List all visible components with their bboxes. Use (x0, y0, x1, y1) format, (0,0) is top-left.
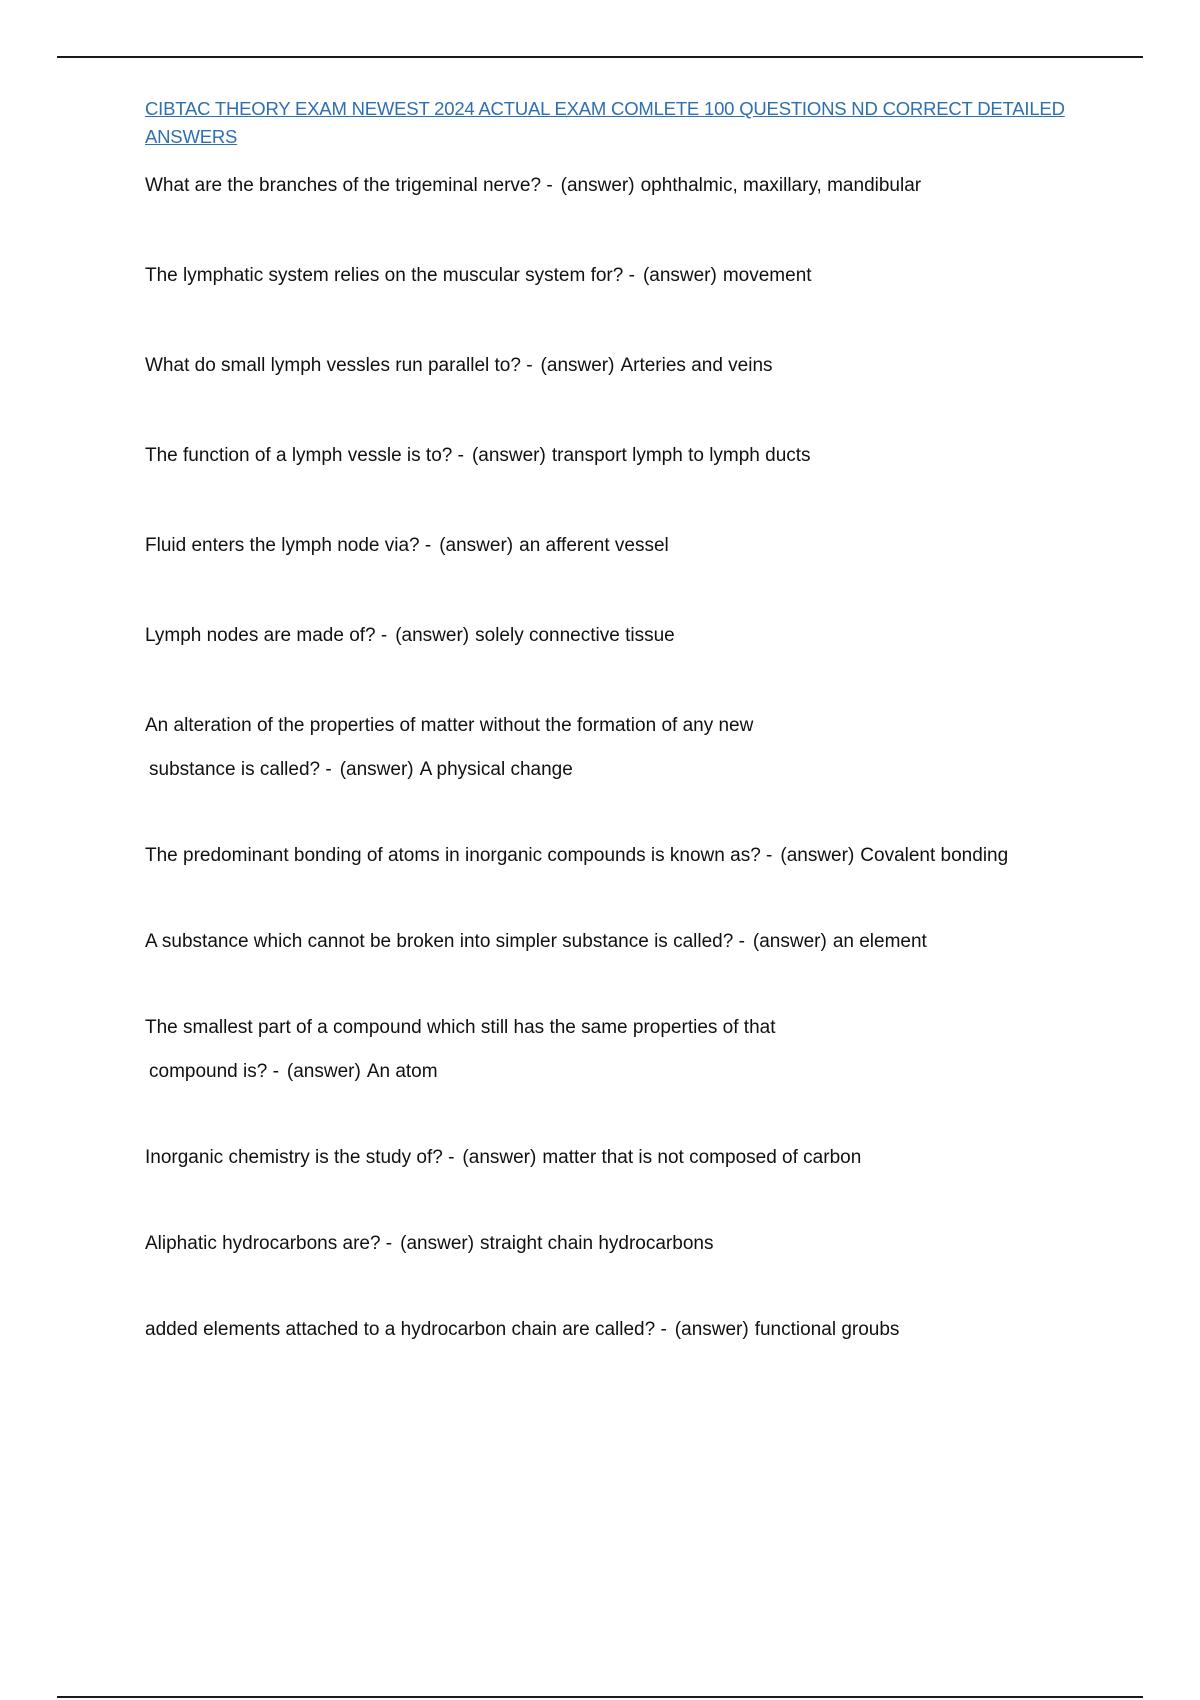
answer-text: transport lymph to lymph ducts (551, 445, 811, 466)
answer-tag: (answer) (540, 355, 615, 376)
qa-item (145, 351, 1105, 381)
question-text: Lymph nodes are made of? - (145, 625, 388, 646)
answer-tag: (answer) (439, 535, 514, 556)
qa-item (145, 1229, 1105, 1259)
answer-text: ophthalmic, maxillary, mandibular (640, 175, 922, 196)
answer-text: movement (722, 265, 812, 286)
question-text: Aliphatic hydrocarbons are? - (145, 1233, 393, 1254)
question-text: The lymphatic system relies on the muscular system for? - (145, 265, 635, 286)
answer-tag: (answer) (395, 625, 470, 646)
answer-text: An atom (366, 1061, 438, 1082)
qa-list (145, 171, 1105, 1345)
answer-text: straight chain hydrocarbons (480, 1233, 714, 1254)
document-body (145, 95, 1105, 1345)
question-text: added elements attached to a hydrocarbon chain are called? - (145, 1319, 667, 1340)
answer-tag: (answer) (462, 1147, 537, 1168)
answer-text: an afferent vessel (519, 535, 669, 556)
title-line-1: CIBTAC THEORY EXAM NEWEST 2024 ACTUAL EXAM COMLETE 100 QUESTIONS ND CORRECT DETAILED (145, 98, 1065, 119)
answer-text: A physical change (419, 759, 573, 780)
question-text: The predominant bonding of atoms in inorganic compounds is known as? - (145, 845, 773, 866)
qa-item (145, 621, 1105, 651)
answer-tag: (answer) (560, 175, 635, 196)
answer-tag: (answer) (471, 445, 546, 466)
answer-tag: (answer) (674, 1319, 749, 1340)
question-text: The smallest part of a compound which still has the same properties of that (145, 1017, 776, 1038)
question-text: Fluid enters the lymph node via? - (145, 535, 432, 556)
top-rule (57, 56, 1143, 58)
question-text-continued: compound is? - (149, 1061, 279, 1082)
question-text: What do small lymph vessles run parallel to? - (145, 355, 533, 376)
qa-item (145, 927, 1105, 957)
answer-tag: (answer) (642, 265, 717, 286)
answer-text: an element (832, 931, 927, 952)
title-line-2: ANSWERS (145, 126, 238, 147)
answer-tag: (answer) (400, 1233, 475, 1254)
qa-item (145, 171, 1105, 201)
qa-item (145, 261, 1105, 291)
question-text: What are the branches of the trigeminal nerve? - (145, 175, 553, 196)
qa-item (145, 441, 1105, 471)
answer-tag: (answer) (286, 1061, 361, 1082)
answer-text: Covalent bonding (860, 845, 1009, 866)
document-title-link[interactable] (145, 95, 1105, 151)
question-text-continued: substance is called? - (149, 759, 332, 780)
question-text: The function of a lymph vessle is to? - (145, 445, 464, 466)
answer-text: matter that is not composed of carbon (542, 1147, 862, 1168)
answer-tag: (answer) (780, 845, 855, 866)
question-text: A substance which cannot be broken into simpler substance is called? - (145, 931, 745, 952)
answer-tag: (answer) (339, 759, 414, 780)
qa-item (145, 1143, 1105, 1173)
bottom-rule (57, 1696, 1143, 1698)
qa-item (145, 531, 1105, 561)
answer-tag: (answer) (752, 931, 827, 952)
qa-item (145, 841, 1105, 871)
qa-item (145, 711, 1105, 785)
qa-item (145, 1013, 1105, 1087)
question-text: Inorganic chemistry is the study of? - (145, 1147, 455, 1168)
answer-text: Arteries and veins (620, 355, 773, 376)
qa-item (145, 1315, 1105, 1345)
answer-text: functional groubs (754, 1319, 900, 1340)
answer-text: solely connective tissue (475, 625, 675, 646)
question-text: An alteration of the properties of matter without the formation of any new (145, 715, 754, 736)
